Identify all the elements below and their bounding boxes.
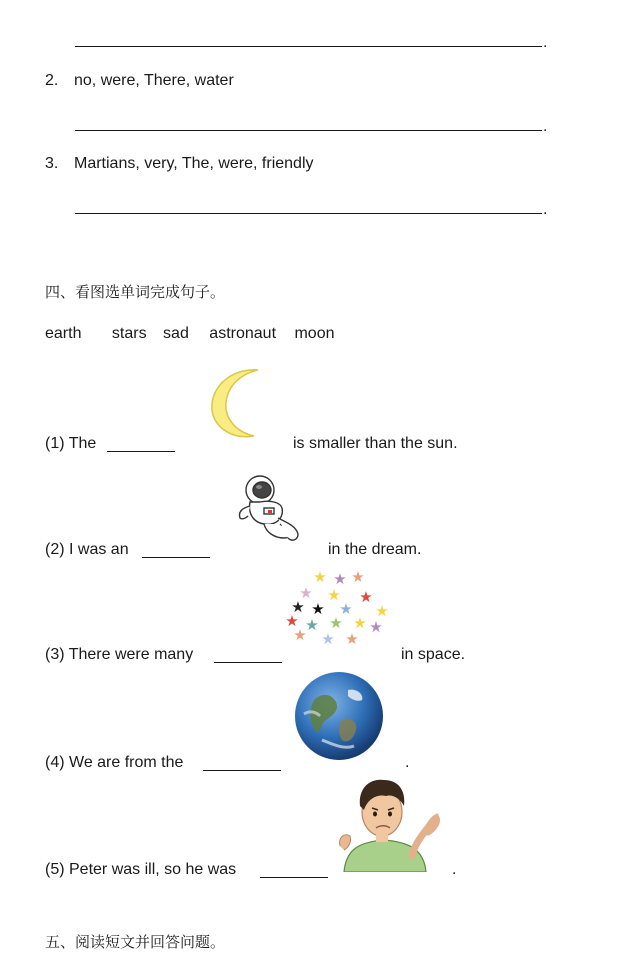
word-bank-item: stars — [111, 325, 147, 342]
blank-5[interactable] — [260, 877, 328, 878]
earth-icon — [292, 670, 386, 762]
svg-text:★: ★ — [299, 584, 313, 602]
svg-text:★: ★ — [375, 602, 389, 620]
svg-text:★: ★ — [351, 568, 365, 586]
blank-3[interactable] — [214, 662, 282, 663]
svg-text:★: ★ — [333, 570, 347, 588]
item-number: 3. — [45, 155, 59, 172]
svg-text:★: ★ — [311, 600, 325, 618]
section-title: 四、看图选单词完成句子。 — [45, 283, 226, 301]
astronaut-icon — [234, 472, 304, 546]
svg-text:★: ★ — [305, 616, 319, 634]
blank-1[interactable] — [107, 451, 175, 452]
answer-line-3[interactable] — [75, 213, 542, 214]
answer-line-1[interactable] — [75, 46, 542, 47]
item-number: 2. — [45, 72, 59, 89]
answer-line-2[interactable] — [75, 130, 542, 131]
stars-icon — [284, 564, 394, 654]
svg-text:★: ★ — [353, 614, 367, 632]
svg-text:★: ★ — [369, 618, 383, 636]
svg-text:★: ★ — [313, 568, 327, 586]
scrambled-words: Martians, very, The, were, friendly — [74, 155, 314, 172]
sentence-suffix: in the dream. — [328, 541, 422, 558]
word-bank — [45, 324, 351, 344]
svg-text:★: ★ — [359, 588, 373, 606]
word-bank-item: sad — [163, 325, 189, 342]
word-bank-item: astronaut — [209, 325, 277, 342]
svg-text:★: ★ — [321, 630, 335, 648]
sentence-prefix: (5) Peter was ill, so he was — [45, 861, 237, 878]
blank-2[interactable] — [142, 557, 210, 558]
line-end-period: . — [543, 34, 548, 51]
sentence-suffix: . — [405, 754, 410, 771]
svg-text:★: ★ — [339, 600, 353, 618]
svg-text:★: ★ — [329, 614, 343, 632]
svg-text:★: ★ — [327, 586, 341, 604]
sad-boy-icon — [334, 776, 444, 872]
sentence-prefix: (1) The — [45, 435, 97, 452]
section-title: 五、阅读短文并回答问题。 — [45, 933, 226, 951]
sentence-prefix: (2) I was an — [45, 541, 129, 558]
word-bank-item: moon — [294, 325, 335, 342]
sentence-prefix: (3) There were many — [45, 646, 194, 663]
line-end-period: . — [543, 118, 548, 135]
line-end-period: . — [543, 201, 548, 218]
moon-icon — [192, 362, 272, 442]
sentence-prefix: (4) We are from the — [45, 754, 184, 771]
svg-text:★: ★ — [345, 630, 359, 648]
sentence-suffix: in space. — [401, 646, 466, 663]
word-bank-item: earth — [45, 325, 82, 342]
sentence-suffix: is smaller than the sun. — [293, 435, 458, 452]
svg-text:★: ★ — [293, 626, 307, 644]
svg-text:★: ★ — [285, 612, 299, 630]
blank-4[interactable] — [203, 770, 281, 771]
scrambled-words: no, were, There, water — [74, 72, 234, 89]
svg-text:★: ★ — [291, 598, 305, 616]
sentence-suffix: . — [452, 861, 457, 878]
